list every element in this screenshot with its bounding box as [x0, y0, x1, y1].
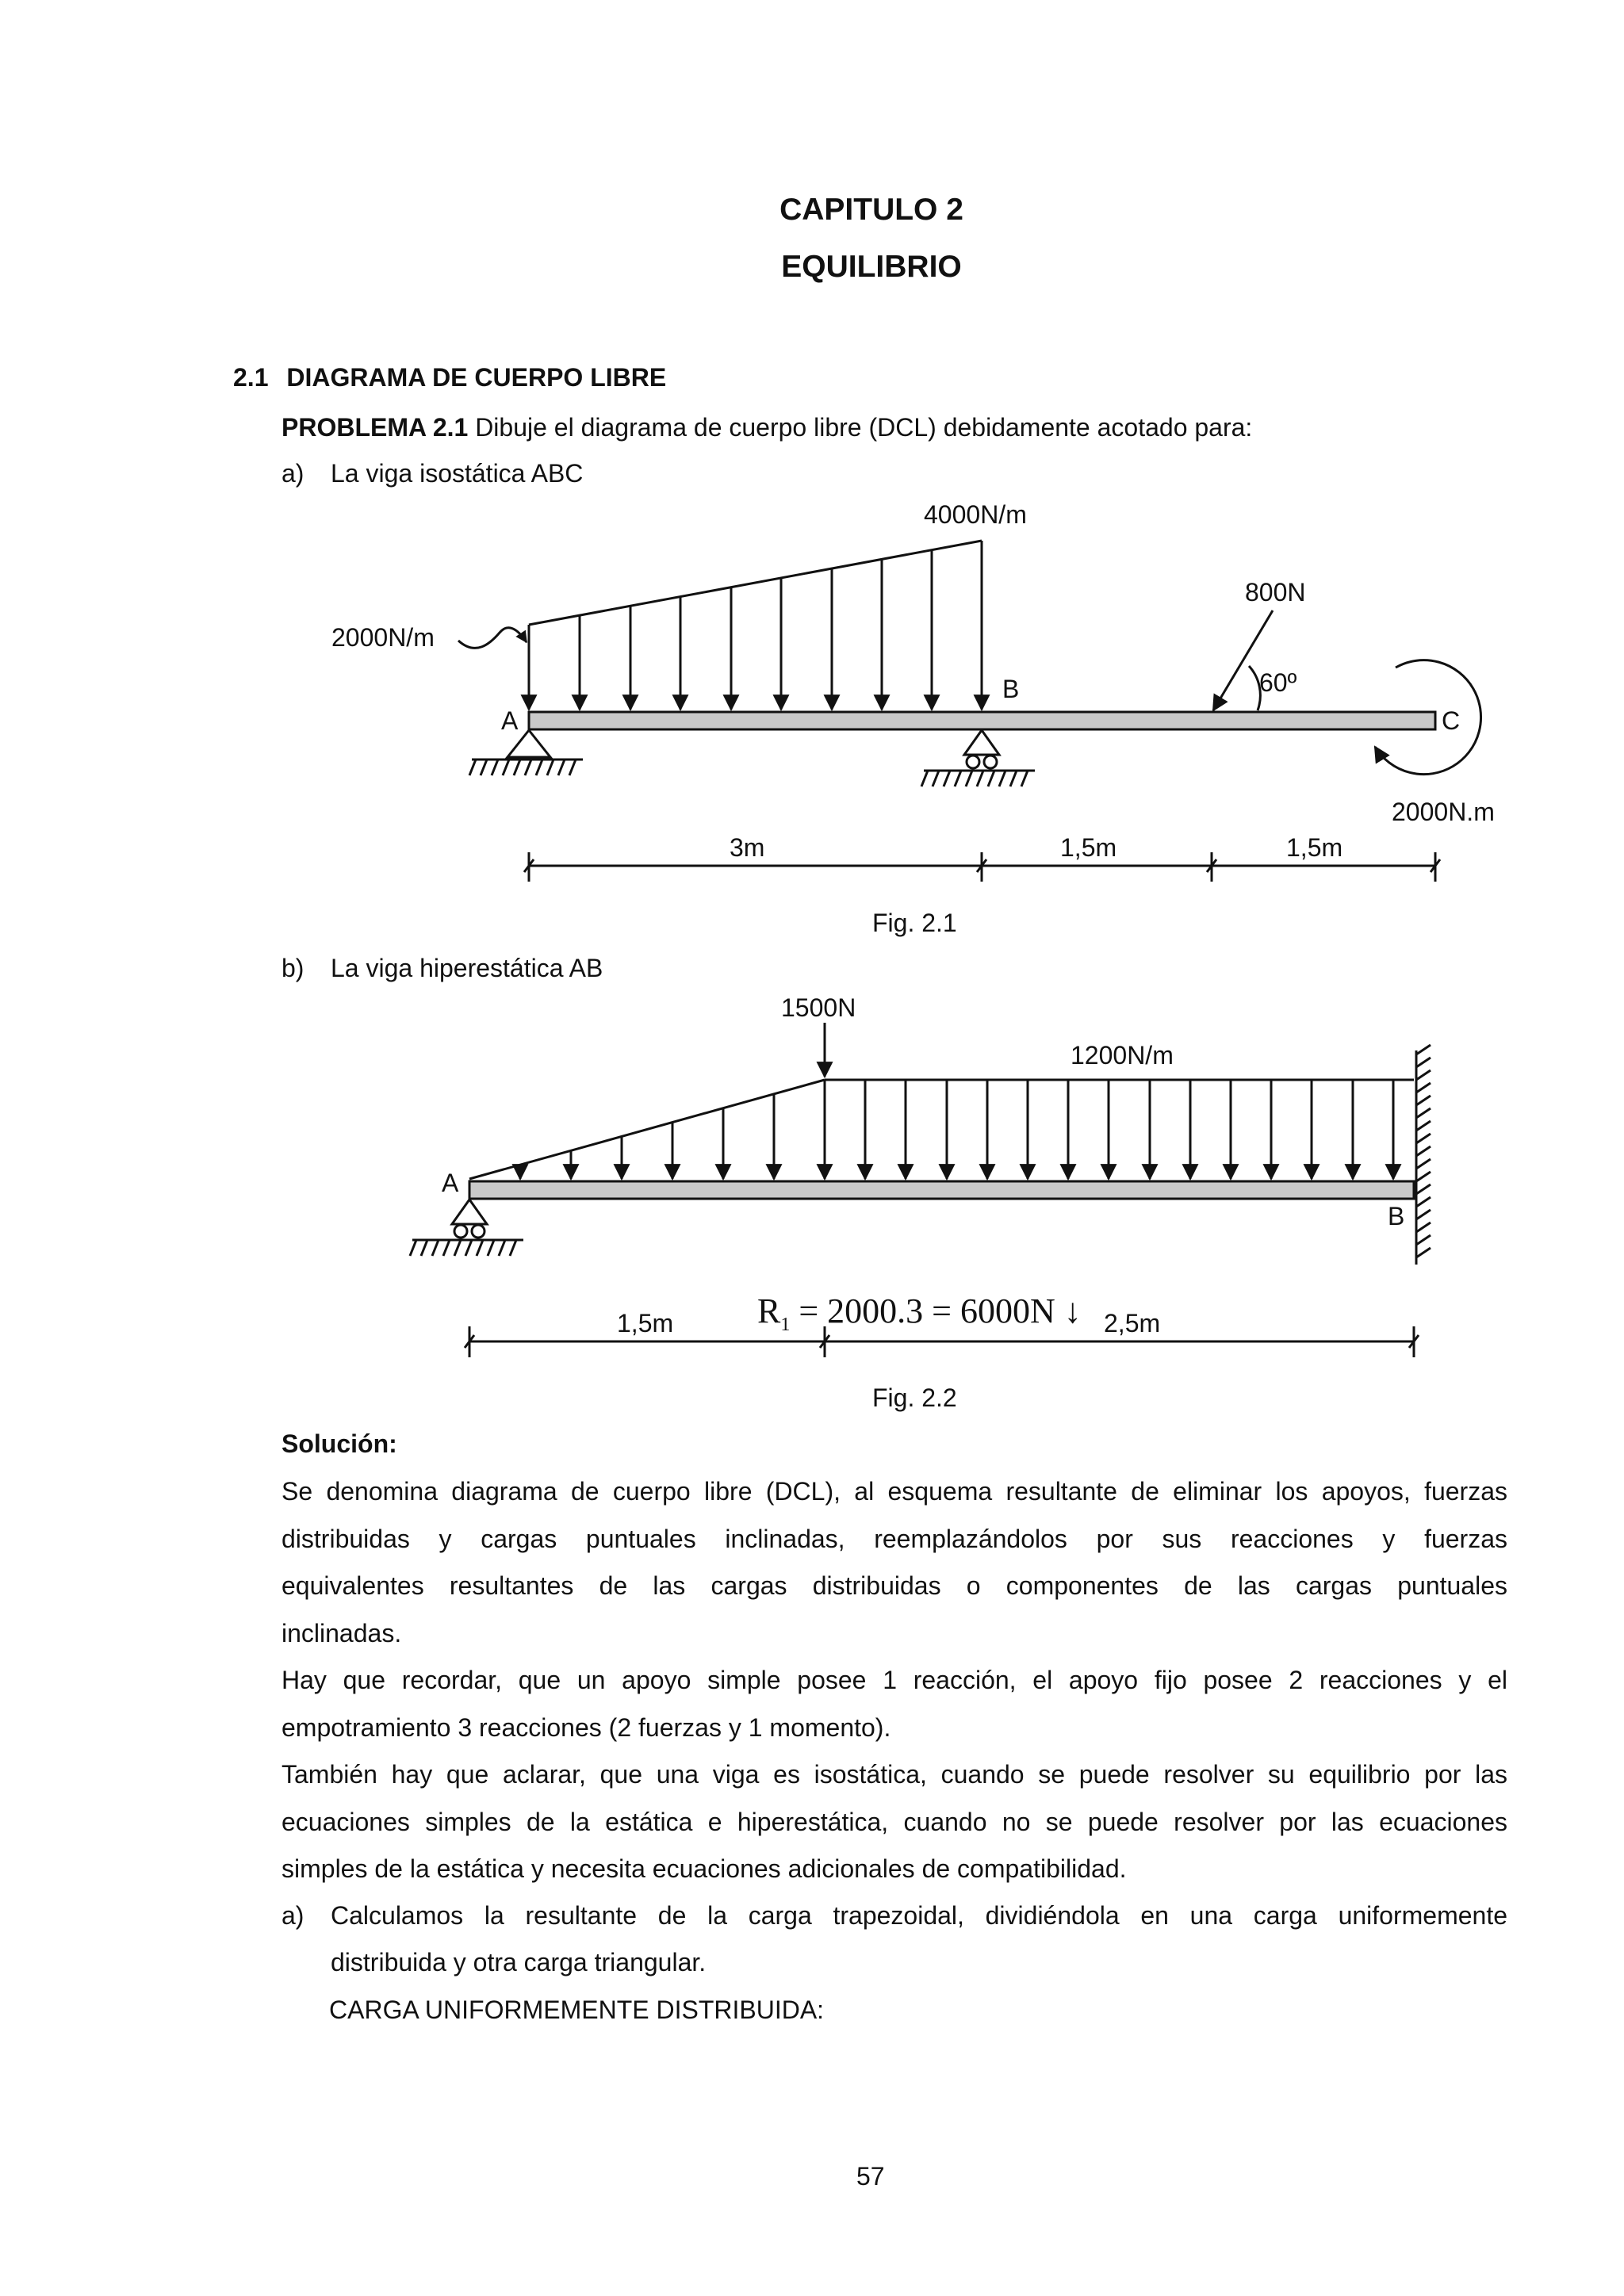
pin-support-a — [469, 730, 583, 775]
equation-symbol: R — [757, 1292, 781, 1330]
paragraph-line: ecuaciones simples de la estática e hiperestática, cuando no se puede resolver por las ecuaciones — [282, 1807, 1507, 1836]
paragraph-line: Se denomina diagrama de cuerpo libre (DCL), al esquema resultante de eliminar los apoyos, fuerzas — [282, 1477, 1507, 1506]
equation-rhs: = 2000.3 = 6000N ↓ — [790, 1292, 1082, 1330]
roller-support-a — [410, 1200, 523, 1256]
equation-subscript: 1 — [780, 1314, 791, 1335]
label-point-a-2: A — [442, 1169, 459, 1197]
paragraph-line: Calculamos la resultante de la carga trapezoidal, dividiéndola en una carga uniformemente — [331, 1901, 1507, 1930]
label-1500n: 1500N — [781, 993, 856, 1022]
label-point-b: B — [1002, 675, 1020, 703]
paragraph-line: distribuidas y cargas puntuales inclinadas, reemplazándolos por sus reacciones y fuerzas — [282, 1524, 1507, 1553]
label-point-c: C — [1442, 706, 1461, 735]
equation-r1 — [757, 1291, 1082, 1336]
label-60-deg: 60º — [1259, 668, 1297, 697]
label-dim-3m: 3m — [730, 833, 765, 862]
problem-text: Dibuje el diagrama de cuerpo libre (DCL) debidamente acotado para: — [475, 413, 1253, 442]
load-label-leader — [458, 628, 527, 649]
section-number: 2.1 — [233, 363, 269, 392]
label-dim-1-5m-b: 1,5m — [1286, 833, 1343, 862]
solution-item-a-marker: a) — [282, 1901, 304, 1930]
label-dim-1-5m: 1,5m — [617, 1309, 674, 1337]
item-b-text: La viga hiperestática AB — [331, 954, 603, 982]
item-a-text: La viga isostática ABC — [331, 459, 584, 488]
label-point-a: A — [501, 706, 519, 735]
figure-2-1 — [0, 0, 1624, 936]
solution-item-a — [282, 1892, 1507, 1986]
paragraph-line: inclinadas. — [282, 1618, 402, 1647]
solution-subheading: CARGA UNIFORMEMENTE DISTRIBUIDA: — [329, 1996, 825, 2024]
problem-label: PROBLEMA 2.1 — [282, 413, 469, 442]
label-1200n-m: 1200N/m — [1071, 1041, 1174, 1070]
fixed-support-b — [1416, 1045, 1431, 1265]
figure-2-1-caption: Fig. 2.1 — [872, 909, 957, 937]
label-dim-1-5m-a: 1,5m — [1060, 833, 1117, 862]
item-b-marker: b) — [282, 954, 304, 982]
roller-support-b — [921, 730, 1035, 786]
paragraph-line: empotramiento 3 reacciones (2 fuerzas y 1 momento). — [282, 1712, 891, 1742]
label-4000n-m: 4000N/m — [924, 500, 1027, 529]
solution-heading: Solución: — [282, 1429, 397, 1458]
label-point-b-2: B — [1388, 1202, 1405, 1230]
section-title: DIAGRAMA DE CUERPO LIBRE — [286, 363, 667, 392]
beam-abc — [529, 712, 1435, 729]
page-number: 57 — [856, 2162, 885, 2191]
chapter-number: CAPITULO 2 — [779, 193, 963, 227]
label-dim-2-5m: 2,5m — [1104, 1309, 1161, 1337]
paragraph-line: También hay que aclarar, que una viga es isostática, cuando se puede resolver su equilibrio por las — [282, 1760, 1507, 1789]
chapter-title: EQUILIBRIO — [781, 250, 962, 284]
trapezoidal-load — [529, 541, 982, 710]
paragraph-line: simples de la estática y necesita ecuaciones adicionales de compatibilidad. — [282, 1854, 1127, 1883]
distributed-load — [469, 1080, 1414, 1179]
solution-paragraph-1 — [282, 1468, 1507, 1893]
paragraph-line: Hay que recordar, que un apoyo simple posee 1 reacción, el apoyo fijo posee 2 reacciones y el — [282, 1666, 1507, 1694]
beam-ab — [469, 1181, 1414, 1199]
label-2000n-m: 2000N/m — [331, 623, 435, 652]
paragraph-line: distribuida y otra carga triangular. — [331, 1948, 707, 1976]
item-a-marker: a) — [282, 459, 304, 488]
paragraph-line: equivalentes resultantes de las cargas distribuidas o componentes de las cargas puntuales — [282, 1571, 1507, 1600]
label-2000n-m-moment: 2000N.m — [1392, 798, 1495, 826]
figure-2-2-caption: Fig. 2.2 — [872, 1383, 957, 1412]
label-800n: 800N — [1245, 578, 1306, 607]
